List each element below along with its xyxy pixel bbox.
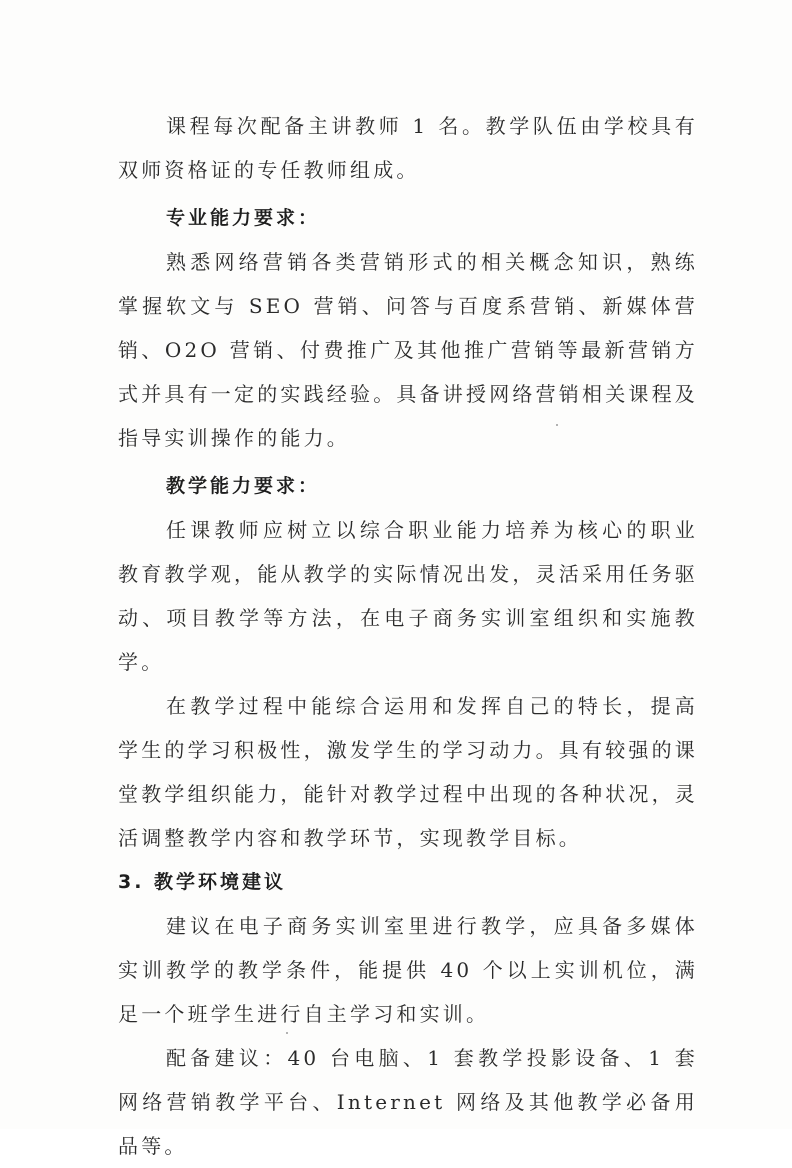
paragraph-teacher-staffing: 课程每次配备主讲教师 1 名。教学队伍由学校具有双师资格证的专任教师组成。 — [118, 114, 698, 182]
section-heading-environment: 3. 教学环境建议 — [118, 871, 287, 893]
paragraph-teaching-ability: 任课教师应树立以综合职业能力培养为核心的职业教育教学观，能从教学的实际情况出发，灵活采用任务驱动、项目教学等方法，在电子商务实训室组织和实施教学。 — [118, 518, 698, 674]
heading-professional-ability: 专业能力要求： — [166, 207, 321, 229]
heading-teaching-ability: 教学能力要求： — [166, 475, 321, 497]
paragraph-professional-ability: 熟悉网络营销各类营销形式的相关概念知识，熟练掌握软文与 SEO 营销、问答与百度系营销、新媒体营销、O2O 营销、付费推广及其他推广营销等最新营销方式并具有一定的实践经验。具备讲授网络营销相关课程及指导实训操作的能力。 — [118, 250, 698, 450]
paragraph-teaching-process: 在教学过程中能综合运用和发挥自己的特长，提高学生的学习积极性，激发学生的学习动力。具有较强的课堂教学组织能力，能针对教学过程中出现的各种状况，灵活调整教学内容和教学环节，实现教学目标。 — [118, 694, 698, 850]
scan-speck — [286, 1032, 288, 1034]
paragraph-equipment: 配备建议：40 台电脑、1 套教学投影设备、1 套网络营销教学平台、Internet 网络及其他教学必备用品等。 — [118, 1046, 698, 1158]
paragraph-environment: 建议在电子商务实训室里进行教学，应具备多媒体实训教学的教学条件，能提供 40 个以上实训机位，满足一个班学生进行自主学习和实训。 — [118, 914, 698, 1026]
document-body — [118, 104, 698, 1168]
scan-speck — [556, 424, 558, 426]
